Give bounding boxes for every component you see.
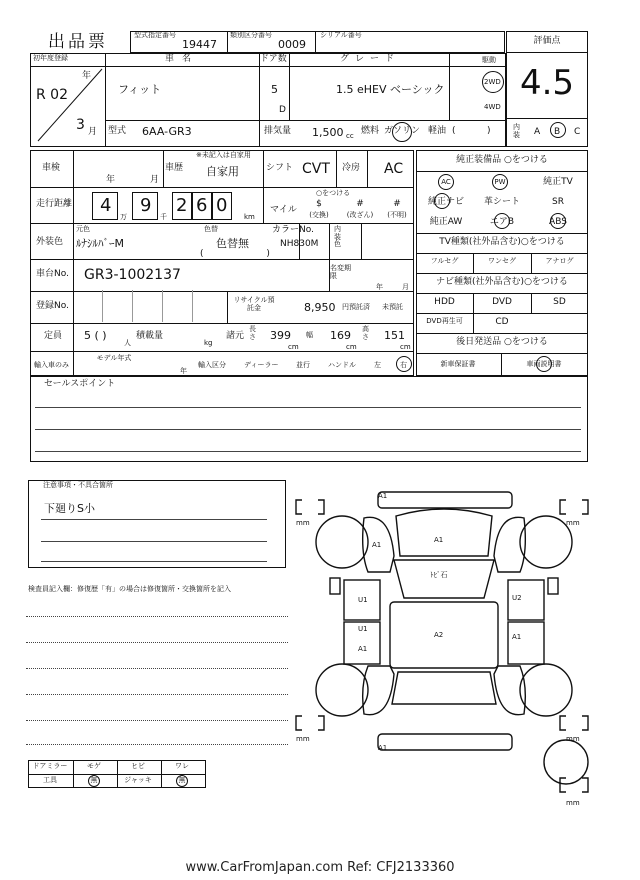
recycle-unpaid: 未預託 — [382, 303, 403, 311]
first-reg-year-unit: 年 — [82, 71, 92, 81]
equip-airbag: エアB — [489, 217, 515, 227]
name-change-year: 年 — [376, 283, 383, 291]
reg-no-label: 登録No. — [36, 301, 69, 311]
dims-label: 諸元 — [226, 331, 245, 341]
fuel-label: 燃料 — [361, 126, 380, 136]
navi-sd: SD — [553, 297, 566, 307]
handle-right: 右 — [400, 361, 407, 369]
model-value: 6AA-GR3 — [142, 125, 192, 138]
category-value: 0009 — [278, 38, 306, 51]
light-oil-paren: ( ) — [452, 126, 491, 136]
tire-fr-mm: mm — [566, 519, 580, 527]
name-change-month: 月 — [402, 283, 409, 291]
model-label: 型式 — [108, 126, 127, 136]
first-reg-label: 初年度登録 — [33, 54, 68, 62]
recycle-unit: 円預託済 — [342, 303, 370, 311]
interior-label: 内装 — [513, 123, 520, 139]
tire-bracket-rl — [296, 716, 324, 730]
mark-left-front-door: U1 — [358, 596, 368, 604]
equip-tv: 純正TV — [543, 177, 573, 187]
equip-navi: 純正ナビ — [427, 197, 464, 207]
tire-bracket-rr — [560, 716, 588, 730]
score-value: 4.5 — [519, 63, 575, 103]
chassis-value: GR3-1002137 — [84, 267, 181, 283]
first-reg-era: R 02 — [36, 87, 68, 103]
wheel-rl — [316, 664, 368, 716]
tire-bracket-spare — [560, 778, 588, 792]
mark-windshield: ﾄﾋﾞ石 — [430, 571, 448, 579]
mileage-digit-1: 4 — [100, 195, 112, 216]
caution-label: 注意事項・不具合箇所 — [40, 482, 116, 489]
car-name-value: フィット — [118, 83, 162, 96]
repaint-value: 色替無 — [216, 237, 249, 250]
mile-opt-2: (交換) — [309, 211, 329, 219]
inspector-lines — [26, 616, 288, 746]
car-name-label: 車名 — [164, 54, 199, 64]
equip-aw: 純正AW — [429, 217, 463, 227]
doors-label: ドア数 — [260, 54, 287, 64]
displacement-value: 1,500 — [312, 126, 344, 139]
history-value: 自家用 — [206, 165, 239, 178]
orig-color-value: ﾙﾅｼﾙﾊﾞｰM — [76, 237, 124, 250]
car-damage-diagram — [290, 478, 590, 808]
displacement-unit: cc — [346, 132, 354, 140]
color-no-value: NH830M — [280, 239, 319, 249]
name-change-label: 名変期限 — [330, 264, 351, 281]
first-reg-month: 3 — [76, 117, 85, 133]
tire-bracket-fl — [296, 500, 324, 514]
interior-color-label: 内装色 — [334, 225, 341, 249]
jack-label: ジャッキ — [124, 776, 152, 784]
height-label: 高さ — [362, 325, 369, 341]
mileage-man: 万 — [120, 213, 127, 221]
mirror-hibi: ヒビ — [131, 762, 145, 770]
model-spec-label: 型式指定番号 — [134, 31, 176, 39]
navi-dvd: DVD — [492, 297, 512, 307]
length-label: 長さ — [249, 325, 256, 341]
spare-mm: mm — [566, 799, 580, 807]
score-label: 評価点 — [533, 36, 561, 46]
navi-type-label: ナビ種類(社外品含む)○をつける — [436, 277, 568, 287]
import-parallel: 並行 — [296, 361, 310, 369]
load-unit: kg — [204, 339, 213, 347]
equip-pw: PW — [494, 178, 506, 186]
repaint-paren: ( ) — [200, 249, 300, 259]
docs-label: 後日発送品 ○をつける — [456, 337, 548, 347]
mirror-right — [548, 578, 558, 594]
tire-bracket-fr — [560, 500, 588, 514]
tools-label: 工具 — [43, 776, 57, 784]
mark-front-bumper: A1 — [378, 492, 388, 500]
tv-analog: アナログ — [545, 257, 574, 265]
handle-label: ハンドル — [328, 361, 356, 369]
sales-point-label: セールスポイント — [44, 379, 116, 389]
light-oil-label: 軽油 — [428, 126, 447, 136]
mark-rear-bumper: A1 — [378, 744, 388, 752]
drive-4wd: 4WD — [484, 103, 501, 111]
door-mirror-label: ドアミラー — [32, 762, 68, 770]
repaint-label: 色替 — [204, 225, 218, 233]
displacement-label: 排気量 — [264, 126, 292, 136]
caution-text: 下廻りS小 — [44, 502, 95, 515]
model-year-label: モデル年式 — [96, 354, 132, 362]
recycle-label: リサイクル預託金 — [233, 296, 275, 313]
mileage-digit-5: 0 — [216, 195, 228, 216]
length-value: 399 — [270, 329, 291, 342]
capacity-value: 5 ( ) — [84, 329, 107, 342]
mile-opt-1: マイル — [270, 205, 297, 215]
shift-value: CVT — [302, 161, 330, 177]
width-cm: cm — [346, 343, 357, 351]
mark-hood: A1 — [434, 536, 444, 544]
height-cm: cm — [400, 343, 411, 351]
caution-box — [28, 480, 286, 568]
equip-sr: SR — [552, 197, 564, 207]
mileage-digit-2: 9 — [140, 195, 152, 216]
history-label: 車歴 — [165, 163, 184, 173]
roof — [390, 602, 498, 668]
tv-fullseg: フルセグ — [430, 257, 459, 265]
first-reg-month-unit: 月 — [88, 127, 98, 137]
mileage-digit-4: 6 — [196, 195, 208, 216]
equip-ac: AC — [441, 178, 451, 186]
mark-front-left-fender: A1 — [372, 541, 382, 549]
windshield — [394, 560, 494, 598]
mileage-sen: 千 — [160, 213, 167, 221]
rear-glass — [392, 672, 496, 704]
wheel-rr — [520, 664, 572, 716]
equip-abs: ABS — [549, 217, 567, 227]
mileage-unit: km — [244, 213, 255, 221]
inspector-label: 検査員記入欄：修復歴「有」の場合は修復箇所・交換箇所を記入 — [28, 585, 231, 593]
drive-2wd: 2WD — [484, 78, 501, 86]
capacity-label: 定員 — [44, 331, 63, 341]
mileage-digit-3: 2 — [176, 195, 188, 216]
import-type-label: 輸入区分 — [198, 361, 226, 369]
handle-left: 左 — [374, 361, 381, 369]
mile-opt-4: (不明) — [387, 211, 407, 219]
mile-opt-4-sym: # — [393, 199, 401, 209]
interior-grade-c: C — [574, 127, 581, 137]
doors-value: 5 — [271, 83, 278, 96]
inspection-year-unit: 年 — [106, 175, 116, 185]
equip-leather: 革シート — [483, 197, 520, 207]
history-note: ※未記入は自家用 — [196, 151, 251, 159]
mark-left-rear-door-u: U1 — [358, 625, 368, 633]
jack-value: 無 — [178, 776, 186, 784]
tire-rl-mm: mm — [296, 735, 310, 743]
shift-label: シフト — [266, 163, 294, 173]
mile-opt-3: (改ざん) — [346, 211, 374, 219]
serial-label: シリアル番号 — [320, 31, 362, 39]
model-spec-value: 19447 — [182, 38, 217, 51]
front-bumper — [378, 492, 512, 508]
mirror-ware: ワレ — [175, 762, 189, 770]
grade-value: 1.5 eHEV ベーシック — [336, 83, 445, 96]
inspection-month-unit: 月 — [150, 175, 160, 185]
warranty-label: 新車保証書 — [440, 360, 476, 368]
wheel-fr — [520, 516, 572, 568]
sheet-title: 出品票 — [48, 32, 108, 52]
mark-right-rear-door: A1 — [512, 633, 522, 641]
wheel-fl — [316, 516, 368, 568]
model-year-unit: 年 — [180, 367, 187, 375]
interior-grade-a: A — [534, 127, 541, 137]
inspection-label: 車検 — [42, 163, 61, 173]
mark-left-rear-door-a: A1 — [358, 645, 368, 653]
tv-type-label: TV種類(社外品含む)○をつける — [439, 237, 565, 247]
exterior-color-label: 外装色 — [36, 237, 64, 247]
cooler-value: AC — [384, 161, 404, 177]
mirror-moge: モゲ — [87, 762, 101, 770]
recycle-value: 8,950 — [304, 301, 336, 314]
genuine-equip-label: 純正装備品 ○をつける — [456, 155, 548, 165]
mile-opt-3-sym: # — [356, 199, 364, 209]
reg-no-cells — [72, 290, 224, 322]
tire-rr-mm: mm — [566, 735, 580, 743]
navi-hdd: HDD — [434, 297, 455, 307]
tire-fl-mm: mm — [296, 519, 310, 527]
cd-label: CD — [495, 317, 509, 327]
drive-label: 駆動 — [482, 56, 496, 64]
orig-color-label: 元色 — [76, 225, 90, 233]
hood — [396, 509, 492, 556]
watermark: www.CarFromJapan.com Ref: CFJ2133360 — [185, 860, 455, 875]
tools-value: 無 — [90, 776, 98, 784]
mark-right-front-door: U2 — [512, 594, 522, 602]
category-label: 類別区分番号 — [230, 31, 272, 39]
doors-suffix: D — [279, 105, 286, 115]
cooler-label: 冷房 — [342, 163, 361, 173]
rear-bumper — [378, 734, 512, 750]
grade-label: グレード — [339, 54, 400, 64]
fuel-value: ガソリン — [384, 126, 421, 136]
mirror-left — [330, 578, 340, 594]
dvd-playback: DVD再生可 — [426, 317, 463, 325]
import-dealer: ディーラー — [244, 361, 279, 369]
interior-grade-b: B — [554, 127, 561, 137]
mark-roof: A2 — [434, 631, 444, 639]
manual-label: 車両説明書 — [526, 360, 562, 368]
import-label: 輸入車のみ — [34, 361, 69, 369]
color-no-label: カラーNo. — [272, 225, 314, 235]
width-label: 幅 — [306, 331, 313, 339]
width-value: 169 — [330, 329, 351, 342]
door-rr — [508, 622, 544, 664]
mileage-label: 走行距離 — [36, 199, 73, 209]
height-value: 151 — [384, 329, 405, 342]
capacity-unit: 人 — [124, 339, 131, 347]
length-cm: cm — [288, 343, 299, 351]
mile-opt-2-sym: $ — [316, 199, 322, 209]
chassis-label: 車台No. — [36, 269, 69, 279]
tv-oneseg: ワンセグ — [488, 257, 516, 265]
load-label: 積載量 — [136, 331, 164, 341]
mile-note: ○をつける — [316, 189, 351, 197]
